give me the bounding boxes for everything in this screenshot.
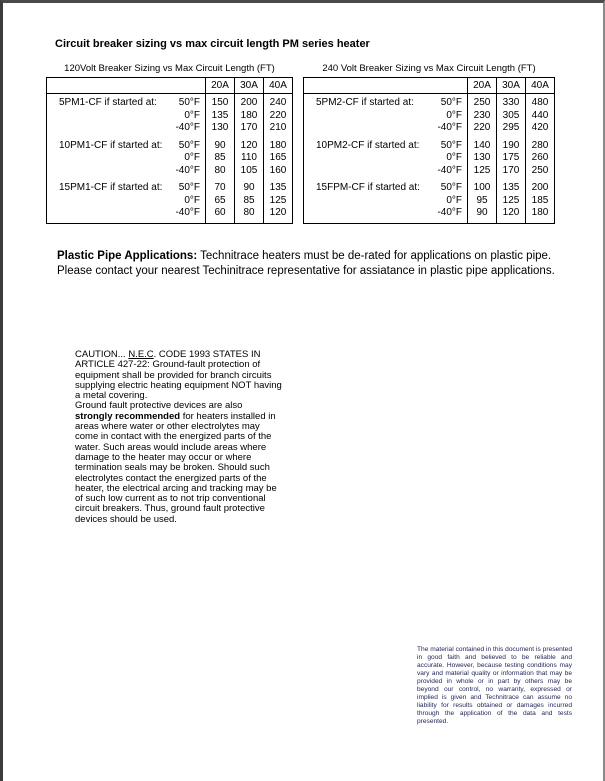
amp-column-header: 20A <box>206 78 235 94</box>
length-value-cell: 70 <box>206 177 235 195</box>
breaker-table-120v <box>46 63 293 224</box>
start-temperature-label: -40°F <box>437 164 462 176</box>
length-value-cell: 85 <box>206 152 235 165</box>
length-value-cell: 105 <box>235 165 264 178</box>
heater-model-label: 10PM2-CF if started at: <box>316 139 420 151</box>
table-title-120v: 120Volt Breaker Sizing vs Max Circuit Length (FT) <box>64 63 275 74</box>
table-title-240v: 240 Volt Breaker Sizing vs Max Circuit Length (FT) <box>322 63 536 74</box>
start-temperature-label: -40°F <box>437 122 462 133</box>
table-row <box>47 195 293 208</box>
table-row <box>47 207 293 223</box>
row-label-cell <box>47 177 206 195</box>
length-value-cell: 120 <box>264 207 293 223</box>
start-temperature-label: 0°F <box>446 109 462 121</box>
length-value-cell: 220 <box>468 122 497 135</box>
row-label-cell <box>304 122 468 135</box>
length-value-cell: 190 <box>497 135 526 153</box>
caution-para2-before: Ground fault protective devices are also <box>75 400 243 412</box>
start-temperature-label: 50°F <box>178 182 200 193</box>
row-label-cell <box>304 207 468 223</box>
length-value-cell: 100 <box>468 177 497 195</box>
amp-column-header: 40A <box>264 78 293 94</box>
length-value-cell: 90 <box>235 177 264 195</box>
caution-para2-after: for heaters installed in areas where water or other electrolytes may come in contact with the energized parts of the water. Such areas would include areas where damage to the heater may occur or where termination seals may be broken. Should such electrolytes contact the energized parts of the heater, the electrical arcing and tracking may be of such low current as to not trip conventional circuit breakers. Thus, ground fault protective devices should be used. <box>75 410 277 525</box>
heater-model-label: 10PM1-CF if started at: <box>59 139 163 151</box>
row-label-cell <box>47 94 206 110</box>
length-value-cell: 165 <box>264 152 293 165</box>
table-header-row <box>304 78 555 94</box>
length-value-cell: 150 <box>206 94 235 110</box>
start-temperature-label: 50°F <box>178 97 200 108</box>
table-row <box>304 207 555 223</box>
length-value-cell: 200 <box>235 94 264 110</box>
table-row <box>47 165 293 178</box>
row-label-cell <box>304 165 468 178</box>
breaker-table-240v <box>303 63 555 224</box>
length-value-cell: 170 <box>235 122 264 135</box>
length-value-cell: 80 <box>206 165 235 178</box>
table-row <box>47 177 293 195</box>
length-value-cell: 135 <box>497 177 526 195</box>
page-title: Circuit breaker sizing vs max circuit length PM series heater <box>55 38 370 50</box>
length-value-cell: 65 <box>206 195 235 208</box>
length-value-cell: 420 <box>526 122 555 135</box>
length-value-cell: 125 <box>264 195 293 208</box>
length-value-cell: 85 <box>235 195 264 208</box>
table-row <box>47 135 293 153</box>
length-value-cell: 110 <box>235 152 264 165</box>
heater-model-label: 15PM1-CF if started at: <box>59 182 163 193</box>
length-value-cell: 90 <box>468 207 497 223</box>
length-value-cell: 185 <box>526 195 555 208</box>
plastic-pipe-body: Technitrace heaters must be de-rated for applications on plastic pipe. Please contact your nearest Techinitrace representative for assiatance in plastic pipe applications. <box>57 250 555 277</box>
table-row <box>304 135 555 153</box>
table-row <box>47 152 293 165</box>
length-value-cell: 90 <box>206 135 235 153</box>
row-label-cell <box>47 152 206 165</box>
start-temperature-label: 0°F <box>184 152 200 163</box>
length-value-cell: 200 <box>526 177 555 195</box>
start-temperature-label: -40°F <box>175 122 200 133</box>
length-value-cell: 80 <box>235 207 264 223</box>
plastic-pipe-paragraph <box>57 249 571 279</box>
length-value-cell: 120 <box>497 207 526 223</box>
row-label-cell <box>47 207 206 223</box>
breaker-table <box>303 77 555 224</box>
table-row <box>304 165 555 178</box>
amp-column-header: 40A <box>526 78 555 94</box>
length-value-cell: 170 <box>497 165 526 178</box>
table-row <box>304 110 555 123</box>
breaker-table <box>46 77 293 224</box>
row-label-cell <box>47 135 206 153</box>
start-temperature-label: 0°F <box>184 194 200 206</box>
length-value-cell: 135 <box>264 177 293 195</box>
length-value-cell: 180 <box>526 207 555 223</box>
amp-column-header: 30A <box>497 78 526 94</box>
caution-paragraph-1 <box>75 350 282 401</box>
length-value-cell: 250 <box>526 165 555 178</box>
length-value-cell: 125 <box>497 195 526 208</box>
caution-note <box>75 350 282 525</box>
table-row <box>304 94 555 110</box>
start-temperature-label: 0°F <box>184 109 200 121</box>
row-label-cell <box>304 135 468 153</box>
row-label-cell <box>47 165 206 178</box>
table-row <box>47 110 293 123</box>
plastic-pipe-heading: Plastic Pipe Applications: <box>57 250 198 262</box>
row-label-cell <box>304 152 468 165</box>
length-value-cell: 130 <box>206 122 235 135</box>
row-label-cell <box>304 177 468 195</box>
length-value-cell: 160 <box>264 165 293 178</box>
start-temperature-label: -40°F <box>437 207 462 218</box>
length-value-cell: 175 <box>497 152 526 165</box>
row-label-cell <box>304 110 468 123</box>
length-value-cell: 440 <box>526 110 555 123</box>
length-value-cell: 260 <box>526 152 555 165</box>
row-label-cell <box>47 122 206 135</box>
length-value-cell: 140 <box>468 135 497 153</box>
table-row <box>304 152 555 165</box>
table-row <box>304 122 555 135</box>
disclaimer-note: The material contained in this document is presented in good faith and believed to be reliable and accurate. However, because testing conditions may vary and material quality or information that may be provided in whole or in part by others may be beyond our control, no warranty, expressed or implied is given and Technitrace can assume no liability for results obtained or damages incurred through the application of the data and tests presented. <box>417 646 572 725</box>
length-value-cell: 240 <box>264 94 293 110</box>
start-temperature-label: 50°F <box>440 139 462 151</box>
length-value-cell: 135 <box>206 110 235 123</box>
length-value-cell: 125 <box>468 165 497 178</box>
amp-column-header: 30A <box>235 78 264 94</box>
table-row <box>47 94 293 110</box>
heater-model-label: 5PM1-CF if started at: <box>59 97 157 108</box>
heater-model-label: 5PM2-CF if started at: <box>316 97 414 108</box>
caution-after-link: . CODE 1993 STATES IN ARTICLE 427-22: Ground-fault protection of equipment shall be provided for branch circuits supplying electric heating equipment NOT having a metal covering. <box>75 349 282 402</box>
length-value-cell: 120 <box>235 135 264 153</box>
nec-link[interactable]: N.E.C <box>128 349 154 360</box>
length-value-cell: 330 <box>497 94 526 110</box>
corner-cell <box>304 78 468 94</box>
length-value-cell: 230 <box>468 110 497 123</box>
row-label-cell <box>304 195 468 208</box>
caution-prefix: CAUTION... <box>75 349 129 360</box>
row-label-cell <box>47 195 206 208</box>
start-temperature-label: 50°F <box>440 97 462 108</box>
length-value-cell: 180 <box>235 110 264 123</box>
length-value-cell: 95 <box>468 195 497 208</box>
length-value-cell: 480 <box>526 94 555 110</box>
row-label-cell <box>47 110 206 123</box>
caution-paragraph-2 <box>75 401 282 525</box>
length-value-cell: 280 <box>526 135 555 153</box>
length-value-cell: 295 <box>497 122 526 135</box>
row-label-cell <box>304 94 468 110</box>
length-value-cell: 305 <box>497 110 526 123</box>
start-temperature-label: 0°F <box>446 194 462 206</box>
length-value-cell: 130 <box>468 152 497 165</box>
start-temperature-label: 0°F <box>446 152 462 163</box>
table-row <box>304 177 555 195</box>
table-header-row <box>47 78 293 94</box>
start-temperature-label: -40°F <box>175 164 200 176</box>
start-temperature-label: 50°F <box>440 182 462 193</box>
amp-column-header: 20A <box>468 78 497 94</box>
length-value-cell: 220 <box>264 110 293 123</box>
heater-model-label: 15FPM-CF if started at: <box>316 182 420 193</box>
start-temperature-label: 50°F <box>178 139 200 151</box>
length-value-cell: 60 <box>206 207 235 223</box>
table-row <box>47 122 293 135</box>
length-value-cell: 180 <box>264 135 293 153</box>
length-value-cell: 210 <box>264 122 293 135</box>
start-temperature-label: -40°F <box>175 207 200 218</box>
caution-para2-bold: strongly recommended <box>75 410 181 422</box>
length-value-cell: 250 <box>468 94 497 110</box>
table-row <box>304 195 555 208</box>
corner-cell <box>47 78 206 94</box>
